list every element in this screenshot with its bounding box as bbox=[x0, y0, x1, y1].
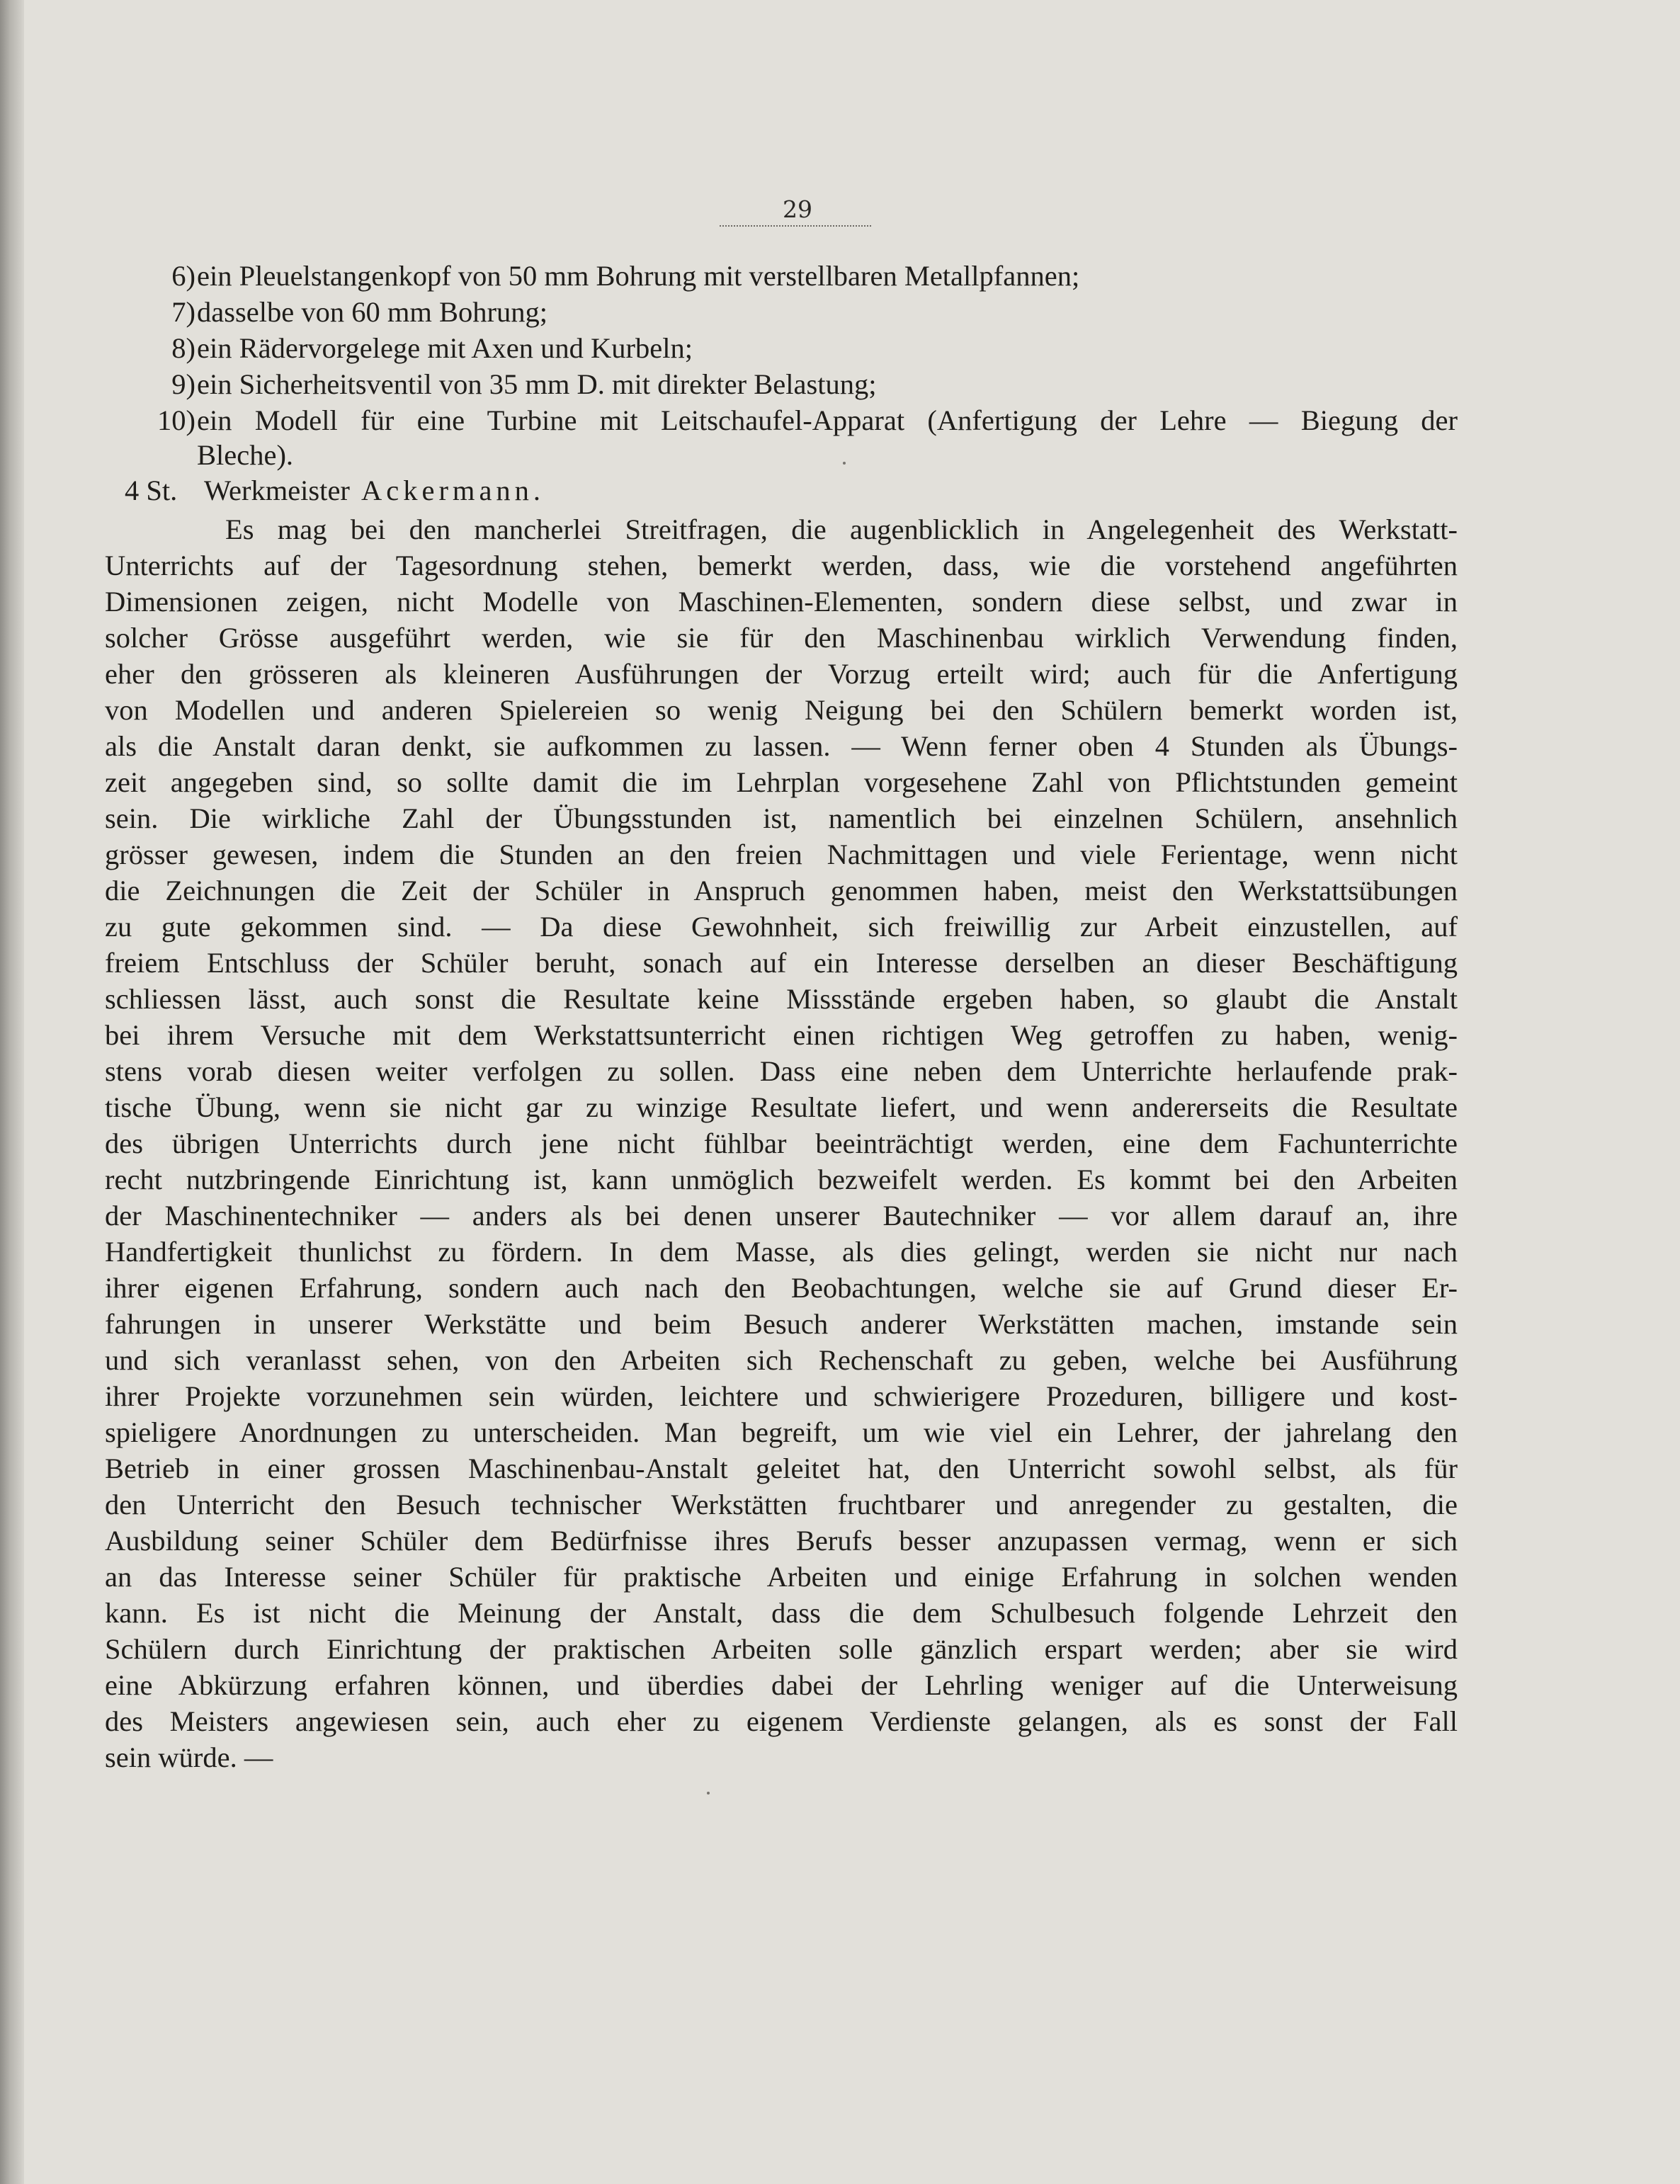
paper-speck bbox=[843, 462, 846, 465]
paragraph-line: eher den grösseren als kleineren Ausführungen der Vorzug erteilt wird; auch für die Anfertigung bbox=[105, 658, 1458, 690]
page-number: 29 bbox=[783, 195, 812, 223]
list-item-text: ein Sicherheitsventil von 35 mm D. mit direkter Belastung; bbox=[197, 368, 877, 400]
paragraph-line: von Modellen und anderen Spielereien so wenig Neigung bei den Schülern bemerkt worden ist, bbox=[105, 694, 1458, 726]
paragraph-line: Unterrichts auf der Tagesordnung stehen, bemerkt werden, dass, wie die vorstehend angeführten bbox=[105, 550, 1458, 581]
paragraph-line: tische Übung, wenn sie nicht gar zu winzige Resultate liefert, und wenn andererseits die Resultate bbox=[105, 1091, 1458, 1123]
page-spine-shadow bbox=[0, 0, 24, 2184]
instructor-prefix: Werkmeister bbox=[204, 474, 350, 506]
paragraph-line: Es mag bei den mancherlei Streitfragen, die augenblicklich in Angelegenheit des Werkstatt- bbox=[225, 513, 1458, 545]
paragraph-line: Handfertigkeit thunlichst zu fördern. In dem Masse, als dies gelingt, werden sie nicht nur nach bbox=[105, 1236, 1458, 1268]
paragraph-line: recht nutzbringende Einrichtung ist, kann unmöglich bezweifelt werden. Es kommt bei den Arbeiten bbox=[105, 1164, 1458, 1195]
paragraph-line: Schülern durch Einrichtung der praktischen Arbeiten solle gänzlich erspart werden; aber sie wird bbox=[105, 1633, 1458, 1665]
paragraph-line: fahrungen in unserer Werkstätte und beim Besuch anderer Werkstätten machen, imstande sein bbox=[105, 1308, 1458, 1340]
paragraph-line: der Maschinentechniker — anders als bei denen unserer Bautechniker — vor allem darauf an, ihre bbox=[105, 1200, 1458, 1232]
paragraph-line: eine Abkürzung erfahren können, und überdies dabei der Lehrling weniger auf die Unterweisung bbox=[105, 1669, 1458, 1701]
paragraph-line: sein. Die wirkliche Zahl der Übungsstunden ist, namentlich bei einzelnen Schülern, ansehnlich bbox=[105, 802, 1458, 834]
paragraph-line: als die Anstalt daran denkt, sie aufkommen zu lassen. — Wenn ferner oben 4 Stunden als Übungs- bbox=[105, 730, 1458, 762]
page-number-rule bbox=[720, 225, 871, 227]
paragraph-line: solcher Grösse ausgeführt werden, wie sie für den Maschinenbau wirklich Verwendung finden, bbox=[105, 622, 1458, 654]
paragraph-line: Dimensionen zeigen, nicht Modelle von Maschinen-Elementen, sondern diese selbst, und zwar in bbox=[105, 586, 1458, 618]
paragraph-line: zeit angegeben sind, so sollte damit die im Lehrplan vorgesehene Zahl von Pflichtstunden gemeint bbox=[105, 766, 1458, 798]
paragraph-line: den Unterricht den Besuch technischer Werkstätten fruchtbarer und anregender zu gestalten, die bbox=[105, 1489, 1458, 1520]
paragraph-line: an das Interesse seiner Schüler für praktische Arbeiten und einige Erfahrung in solchen wenden bbox=[105, 1561, 1458, 1593]
paragraph-line: grösser gewesen, indem die Stunden an den freien Nachmittagen und viele Ferientage, wenn nicht bbox=[105, 838, 1458, 870]
paragraph-line: bei ihrem Versuche mit dem Werkstattsunterricht einen richtigen Weg getroffen zu haben, wenig- bbox=[105, 1019, 1458, 1051]
list-item-number: 10) bbox=[157, 404, 195, 436]
list-item-text: dasselbe von 60 mm Bohrung; bbox=[197, 296, 547, 328]
paper-speck bbox=[707, 1792, 710, 1795]
paragraph-line: Ausbildung seiner Schüler dem Bedürfnisse ihres Berufs besser anzupassen vermag, wenn er sich bbox=[105, 1525, 1458, 1557]
paragraph-line: die Zeichnungen die Zeit der Schüler in Anspruch genommen haben, meist den Werkstattsübungen bbox=[105, 875, 1458, 906]
list-item-number: 9) bbox=[171, 368, 195, 400]
paragraph-line: freiem Entschluss der Schüler beruht, sonach auf ein Interesse derselben an dieser Beschäftigung bbox=[105, 947, 1458, 979]
paragraph-line: des Meisters angewiesen sein, auch eher zu eigenem Verdienste gelangen, als es sonst der Fall bbox=[105, 1705, 1458, 1737]
list-item-number: 6) bbox=[171, 260, 195, 292]
paragraph-line: spieligere Anordnungen zu unterscheiden. Man begreift, um wie viel ein Lehrer, der jahrelang den bbox=[105, 1416, 1458, 1448]
list-item-number: 8) bbox=[171, 332, 195, 364]
list-item-text: ein Pleuelstangenkopf von 50 mm Bohrung mit verstellbaren Metallpfannen; bbox=[197, 260, 1080, 292]
paragraph-line: sein würde. — bbox=[105, 1741, 273, 1773]
paragraph-line: und sich veranlasst sehen, von den Arbeiten sich Rechenschaft zu geben, welche bei Ausführung bbox=[105, 1344, 1458, 1376]
paragraph-line: des übrigen Unterrichts durch jene nicht fühlbar beeinträchtigt werden, eine dem Fachunterrichte bbox=[105, 1127, 1458, 1159]
paragraph-line: ihrer eigenen Erfahrung, sondern auch nach den Beobachtungen, welche sie auf Grund dieser Er- bbox=[105, 1272, 1458, 1304]
list-item-text: ein Rädervorgelege mit Axen und Kurbeln; bbox=[197, 332, 693, 364]
instructor-name: Ackermann. bbox=[361, 474, 545, 506]
paragraph-line: ihrer Projekte vorzunehmen sein würden, leichtere und schwierigere Prozeduren, billigere und kost- bbox=[105, 1380, 1458, 1412]
list-item-number: 7) bbox=[171, 296, 195, 328]
paragraph-line: kann. Es ist nicht die Meinung der Anstalt, dass die dem Schulbesuch folgende Lehrzeit den bbox=[105, 1597, 1458, 1629]
list-item-continuation-text: Bleche). bbox=[197, 439, 294, 471]
list-item-text: ein Modell für eine Turbine mit Leitschaufel-Apparat (Anfertigung der Lehre — Biegung der bbox=[197, 404, 1458, 436]
paragraph-line: schliessen lässt, auch sonst die Resultate keine Missstände ergeben haben, so glaubt die Anstalt bbox=[105, 983, 1458, 1015]
paragraph-line: stens vorab diesen weiter verfolgen zu sollen. Dass eine neben dem Unterrichte herlaufende prak- bbox=[105, 1055, 1458, 1087]
paragraph-line: Betrieb in einer grossen Maschinenbau-Anstalt geleitet hat, den Unterricht sowohl selbst, als für bbox=[105, 1452, 1458, 1484]
paragraph-line: zu gute gekommen sind. — Da diese Gewohnheit, sich freiwillig zur Arbeit einzustellen, auf bbox=[105, 911, 1458, 943]
hours-value: 4 St. bbox=[125, 474, 178, 506]
